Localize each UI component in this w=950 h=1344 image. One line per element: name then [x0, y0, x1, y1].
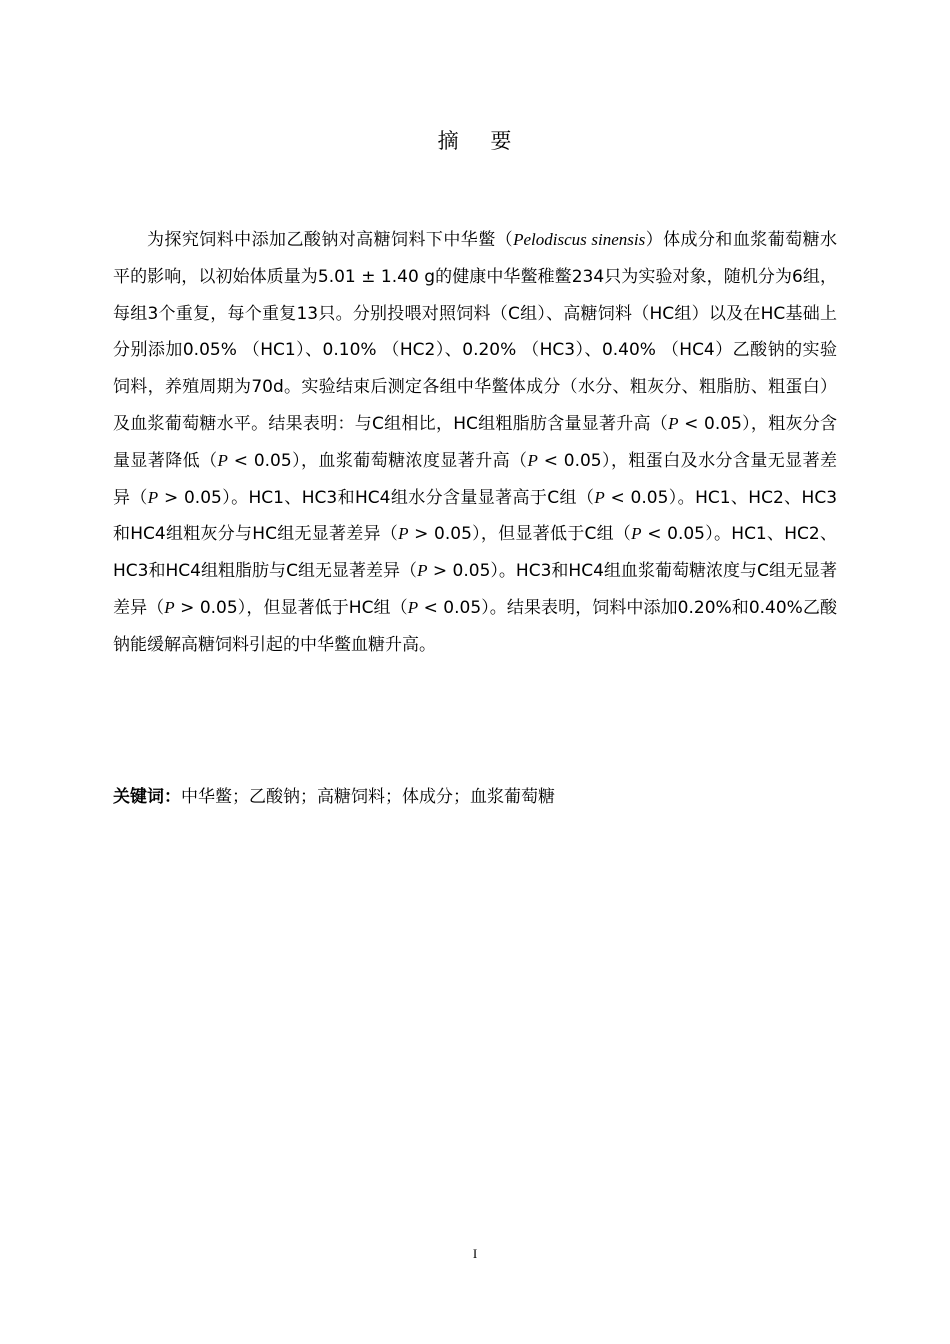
abstract-title: 摘 要 — [437, 129, 513, 153]
abstract-text-8: > 0.05），但显著低于C组（ — [408, 524, 632, 545]
p-value-symbol: P — [417, 561, 428, 581]
abstract-text-7: < 0.05）。HC1、HC2、HC3和HC4组粗灰分与HC组无显著差异（ — [113, 487, 838, 545]
p-value-symbol: P — [668, 413, 679, 433]
abstract-text-5: < 0.05），粗蛋白及水分含量无显著差异（ — [113, 450, 838, 508]
p-value-symbol: P — [217, 450, 228, 470]
abstract-paragraph — [113, 222, 837, 664]
p-value-symbol: P — [527, 450, 538, 470]
p-value-symbol: P — [594, 487, 605, 507]
p-value-symbol: P — [407, 597, 419, 617]
keywords-line — [113, 783, 837, 811]
abstract-text-9: < 0.05）。HC1、HC2、HC3和HC4组粗脂肪与C组无显著差异（ — [113, 524, 838, 582]
keywords-label: 关键词： — [113, 787, 181, 807]
p-value-symbol: P — [398, 524, 409, 544]
p-value-symbol: P — [147, 487, 159, 507]
abstract-text-10: > 0.05）。HC3和HC4组血浆葡萄糖浓度与C组无显著差异（ — [113, 561, 837, 618]
species-name-italic: Pelodiscus sinensis — [513, 230, 646, 249]
abstract-text-1: 为探究饲料中添加乙酸钠对高糖饲料下中华鳖（ — [147, 230, 514, 250]
abstract-text-2: ）体成分和血浆葡萄糖水平的影响，以初始体质量为5.01 ± 1.40 g的健康中华鳖稚鳖234只为实验对象，随机分为6组，每组3个重复，每个重复13只。分别投喂对照饲料（C组）、高糖饲料（HC组）以及在HC基础上分别添加0.05% （HC1）、0.10% （HC2）、0.20% （HC3）、0.40% （HC4）乙酸钠的实验饲料，养殖周期为70d。实验结束后测定各组中华鳖体成分（水分、粗灰分、粗脂肪、粗蛋白）及血浆葡萄糖水平。结果表明：与C组相比，HC组粗脂肪含量显著升高（ — [113, 230, 838, 434]
abstract-text-12: < 0.05）。结果表明，饲料中添加0.20%和0.40%乙酸钠能缓解高糖饲料引起的中华鳖血糖升高。 — [113, 597, 837, 655]
keywords-value: 中华鳖；乙酸钠；高糖饲料；体成分；血浆葡萄糖 — [181, 787, 555, 807]
p-value-symbol: P — [631, 524, 642, 544]
p-value-symbol: P — [164, 597, 175, 617]
page-number: I — [472, 1246, 478, 1261]
abstract-text-4: < 0.05），血浆葡萄糖浓度显著升高（ — [227, 450, 528, 471]
abstract-text-11: > 0.05），但显著低于HC组（ — [174, 597, 408, 618]
abstract-text-6: > 0.05）。HC1、HC3和HC4组水分含量显著高于C组（ — [158, 487, 595, 508]
abstract-text-3: < 0.05），粗灰分含量显著降低（ — [113, 413, 837, 471]
